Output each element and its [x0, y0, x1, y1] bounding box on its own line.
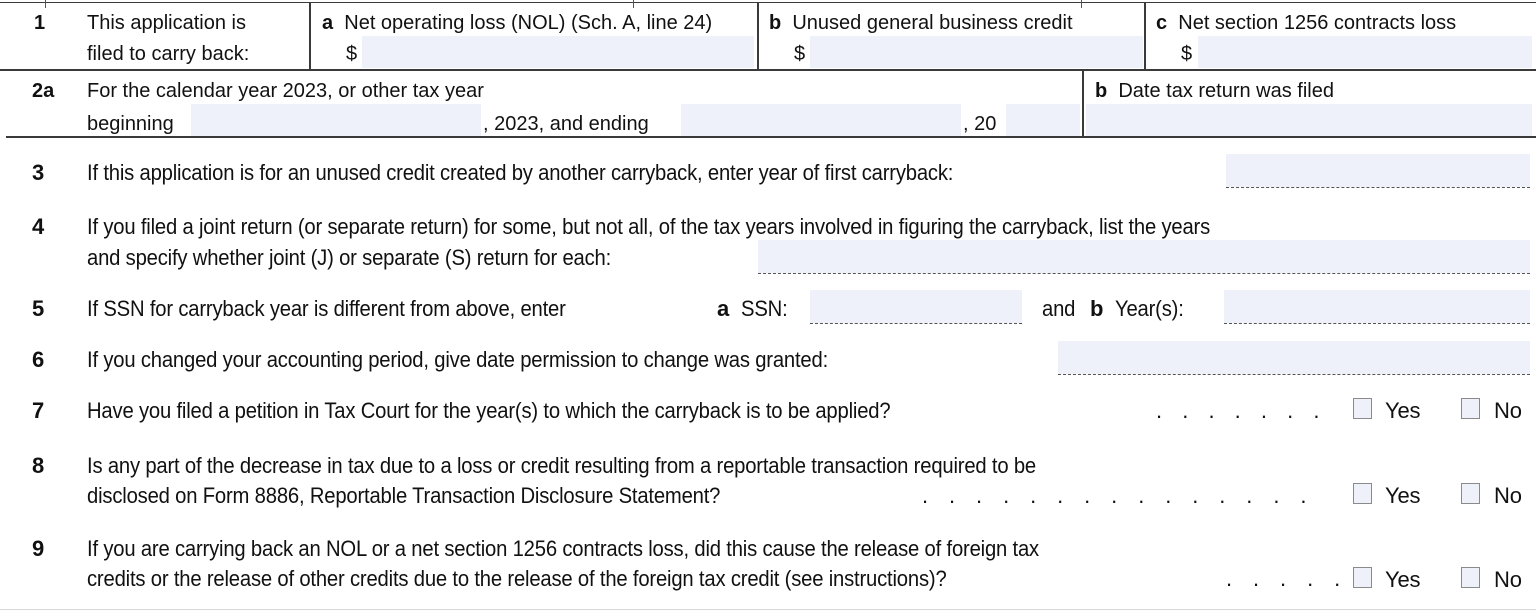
label: If you are carrying back an NOL or a net section 1256 contracts loss, did this cause the release of foreign tax	[87, 536, 1039, 561]
label: credits or the release of other credits due to the release of the foreign tax credit (see instructions)?	[87, 566, 947, 591]
dot-leader: . . . . .	[1226, 566, 1348, 591]
tax-court-yes-checkbox[interactable]	[1353, 398, 1372, 419]
line-4-label-1	[87, 214, 1308, 240]
line-number: 9	[32, 536, 45, 561]
joint-separate-years-input[interactable]	[758, 240, 1530, 273]
dot-leader: . . . . . . . . . . . . . . .	[922, 483, 1314, 508]
label: Net section 1256 contracts loss	[1178, 12, 1457, 34]
permission-date-input[interactable]	[1058, 341, 1530, 374]
year-prefix-label: , 20	[963, 113, 997, 135]
label: If this application is for an unused credit created by another carryback, enter year of first carryback:	[87, 160, 954, 185]
line-number: 3	[32, 160, 45, 185]
first-carryback-year-input[interactable]	[1226, 154, 1530, 187]
top-rule	[0, 2, 1536, 3]
reportable-transaction-yes-checkbox[interactable]	[1353, 483, 1372, 504]
line-6-label	[87, 347, 892, 373]
field-1a-label	[322, 11, 712, 35]
tick	[633, 0, 634, 8]
label: Have you filed a petition in Tax Court for the year(s) to which the carryback is to be applied?	[87, 398, 891, 423]
bottom-rule	[0, 609, 1536, 610]
divider	[1082, 71, 1084, 137]
line-8-label-1	[87, 453, 1119, 479]
letter: a	[717, 296, 730, 321]
nol-amount-input[interactable]	[362, 36, 754, 68]
tick	[45, 0, 46, 8]
line-number: 8	[32, 453, 45, 478]
line-number: 1	[34, 12, 46, 34]
currency-symbol: $	[346, 43, 358, 65]
label: Year(s):	[1115, 296, 1184, 321]
reportable-transaction-no-checkbox[interactable]	[1461, 483, 1480, 504]
line-number: 7	[32, 398, 45, 423]
divider	[1144, 3, 1146, 69]
letter: c	[1156, 12, 1168, 34]
line-9-label-2	[87, 566, 1021, 592]
ending-year-input[interactable]	[1006, 104, 1080, 136]
no-label: No	[1494, 483, 1522, 508]
label: SSN:	[740, 296, 788, 321]
rule	[0, 69, 1536, 71]
date-return-filed-input[interactable]	[1086, 104, 1532, 136]
dashed-underline	[1224, 323, 1530, 324]
section-1256-amount-input[interactable]	[1198, 36, 1532, 68]
business-credit-amount-input[interactable]	[810, 36, 1143, 68]
line-7-label	[87, 398, 960, 424]
foreign-credit-no-checkbox[interactable]	[1461, 567, 1480, 588]
line-3-label	[87, 160, 1029, 186]
dashed-underline	[1226, 187, 1530, 188]
ssn-label	[717, 296, 791, 322]
label-line: filed to carry back:	[87, 43, 250, 65]
line-number: 6	[32, 347, 45, 372]
label: If SSN for carryback year is different from above, enter	[87, 296, 566, 321]
label: Net operating loss (NOL) (Sch. A, line 24)	[344, 12, 713, 34]
label: and specify whether joint (J) or separate (S) return for each:	[87, 245, 612, 270]
letter: b	[1089, 296, 1104, 321]
divider	[309, 3, 311, 69]
beginning-label: beginning	[87, 113, 174, 135]
label: If you changed your accounting period, give date permission to change was granted:	[87, 347, 829, 372]
years-label	[1042, 296, 1190, 322]
field-1b-label	[769, 11, 1073, 35]
line-9-label-1	[87, 536, 1122, 562]
letter: b	[769, 12, 782, 34]
line-5-label	[87, 296, 607, 322]
dot-leader: . . . . . . .	[1156, 398, 1327, 423]
carryback-years-input[interactable]	[1224, 290, 1530, 323]
line-number: 2a	[32, 80, 55, 102]
field-2b-label	[1095, 79, 1334, 103]
label: Is any part of the decrease in tax due to a loss or credit resulting from a reportable transaction required to be	[87, 453, 1037, 478]
letter: a	[322, 12, 334, 34]
tax-year-beginning-input[interactable]	[191, 104, 481, 136]
rule	[6, 136, 1536, 138]
tax-court-no-checkbox[interactable]	[1461, 398, 1480, 419]
label: disclosed on Form 8886, Reportable Transaction Disclosure Statement?	[87, 483, 721, 508]
dashed-underline	[1058, 374, 1530, 375]
yes-label: Yes	[1385, 483, 1421, 508]
yes-label: Yes	[1385, 398, 1421, 423]
field-1c-label	[1156, 11, 1456, 35]
foreign-credit-yes-checkbox[interactable]	[1353, 567, 1372, 588]
label: Unused general business credit	[792, 12, 1073, 34]
ssn-input[interactable]	[810, 290, 1022, 323]
tick	[1081, 0, 1082, 8]
line-2a-label: For the calendar year 2023, or other tax year	[87, 80, 484, 102]
label: and	[1042, 296, 1076, 321]
divider	[757, 3, 759, 69]
yes-label: Yes	[1385, 567, 1421, 592]
currency-symbol: $	[1181, 43, 1193, 65]
label: If you filed a joint return (or separate return) for some, but not all, of the tax years involved in figuring the carryback, list the years	[87, 214, 1211, 239]
label-line: This application is	[87, 12, 246, 34]
no-label: No	[1494, 398, 1522, 423]
dashed-underline	[810, 323, 1022, 324]
line-1-label	[87, 11, 249, 66]
line-4-label-2	[87, 245, 657, 271]
no-label: No	[1494, 567, 1522, 592]
line-number: 5	[32, 296, 45, 321]
currency-symbol: $	[794, 43, 806, 65]
dashed-underline	[758, 273, 1530, 274]
letter: b	[1095, 80, 1108, 102]
tax-year-ending-input[interactable]	[681, 104, 961, 136]
label: Date tax return was filed	[1118, 80, 1334, 102]
mid-label: , 2023, and ending	[483, 113, 649, 135]
line-8-label-2	[87, 483, 775, 509]
line-number: 4	[32, 214, 45, 239]
